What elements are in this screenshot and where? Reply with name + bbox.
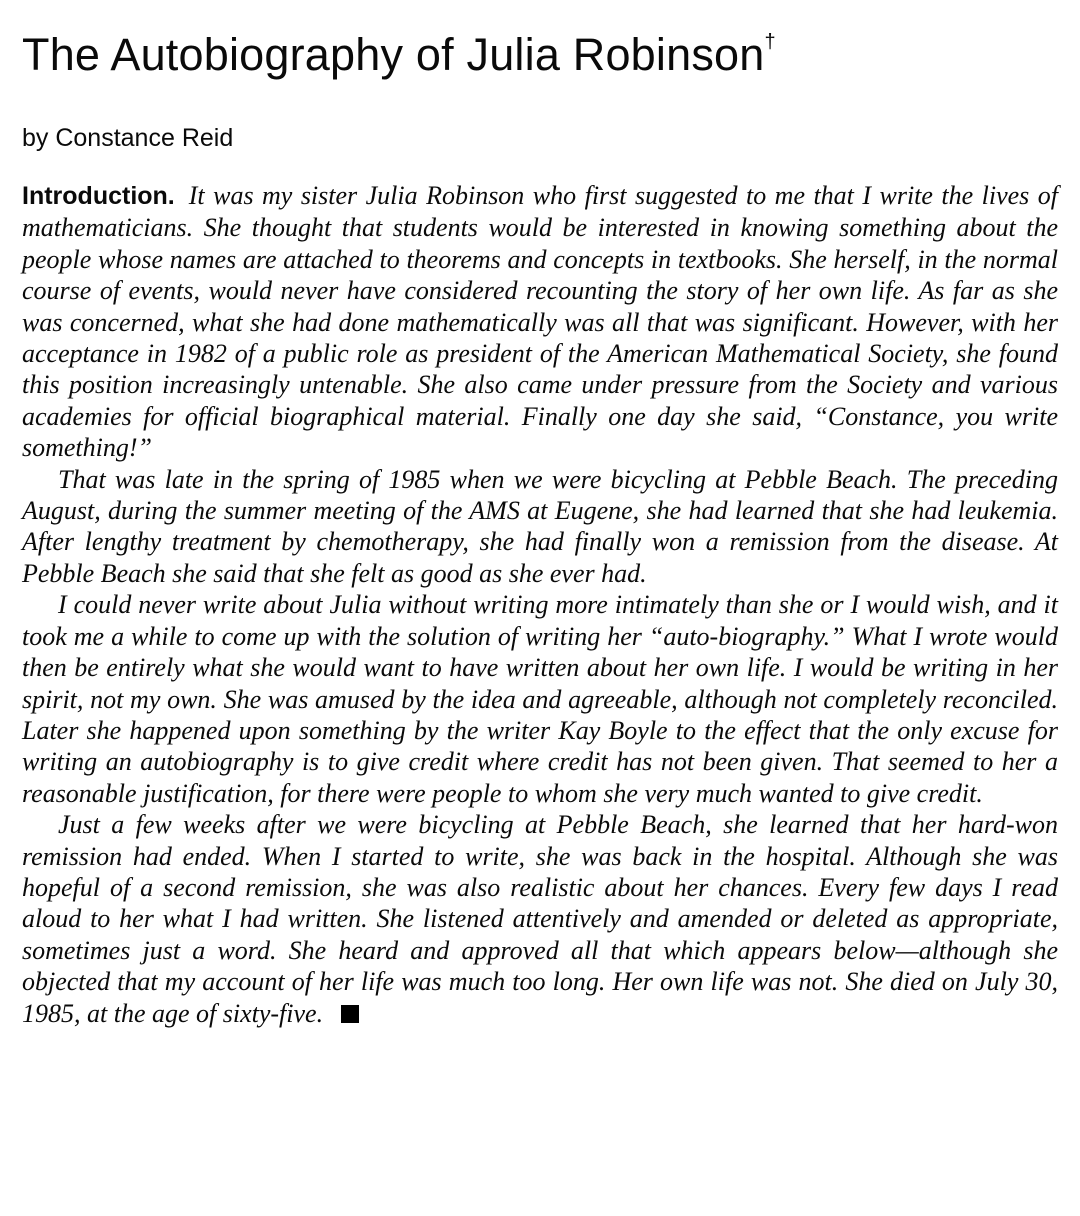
article-page [22, 22, 1058, 1029]
paragraph-4-text: Just a few weeks after we were bicycling at Pebble Beach, she learned that her hard-won remission had ended. When I started to write, she was back in the hospital. Although she was hopeful of a second remission, she was also realistic about her chances. Every few days I read aloud to her what I had written. She listened attentively and amended or deleted as appropriate, sometimes just a word. She heard and approved all that which appears below—although she objected that my account of her life was much too long. Her own life was not. She died on July 30, 1985, at the age of sixty-five. [22, 810, 1058, 1028]
paragraph-2: That was late in the spring of 1985 when we were bicycling at Pebble Beach. The preceding August, during the summer meeting of the AMS at Eugene, she had learned that she had leukemia. After lengthy treatment by chemotherapy, she had finally won a remission from the disease. At Pebble Beach she said that she felt as good as she ever had. [22, 464, 1058, 588]
byline: by Constance Reid [22, 124, 234, 152]
article-title [22, 22, 1058, 88]
paragraph-1 [22, 180, 1058, 464]
paragraph-4 [22, 809, 1058, 1029]
intro-label: Introduction. [22, 182, 175, 210]
end-of-article-mark [341, 1005, 359, 1023]
paragraph-1-text: It was my sister Julia Robinson who first suggested to me that I write the lives of mathematicians. She thought that students would be interested in knowing something about the people whose names are attached to theorems and concepts in textbooks. She herself, in the normal course of events, would never have considered recounting the story of her own life. As far as she was concerned, what she had done mathematically was all that was significant. However, with her acceptance in 1982 of a public role as president of the American Mathematical Society, she found this position increasingly untenable. She also came under pressure from the Society and various academies for official biographical material. Finally one day she said, “Constance, you write something!” [22, 181, 1058, 463]
title-footnote-mark: † [764, 31, 776, 53]
title-text: The Autobiography of Julia Robinson [22, 29, 765, 80]
article-body [22, 180, 1058, 1029]
paragraph-3: I could never write about Julia without writing more intimately than she or I would wish, and it took me a while to come up with the solution of writing her “auto-biography.” What I wrote would then be entirely what she would want to have written about her own life. I would be writing in her spirit, not my own. She was amused by the idea and agreeable, although not completely reconciled. Later she happened upon something by the writer Kay Boyle to the effect that the only excuse for writing an autobiography is to give credit where credit has not been given. That seemed to her a reasonable justification, for there were people to whom she very much wanted to give credit. [22, 590, 1058, 808]
